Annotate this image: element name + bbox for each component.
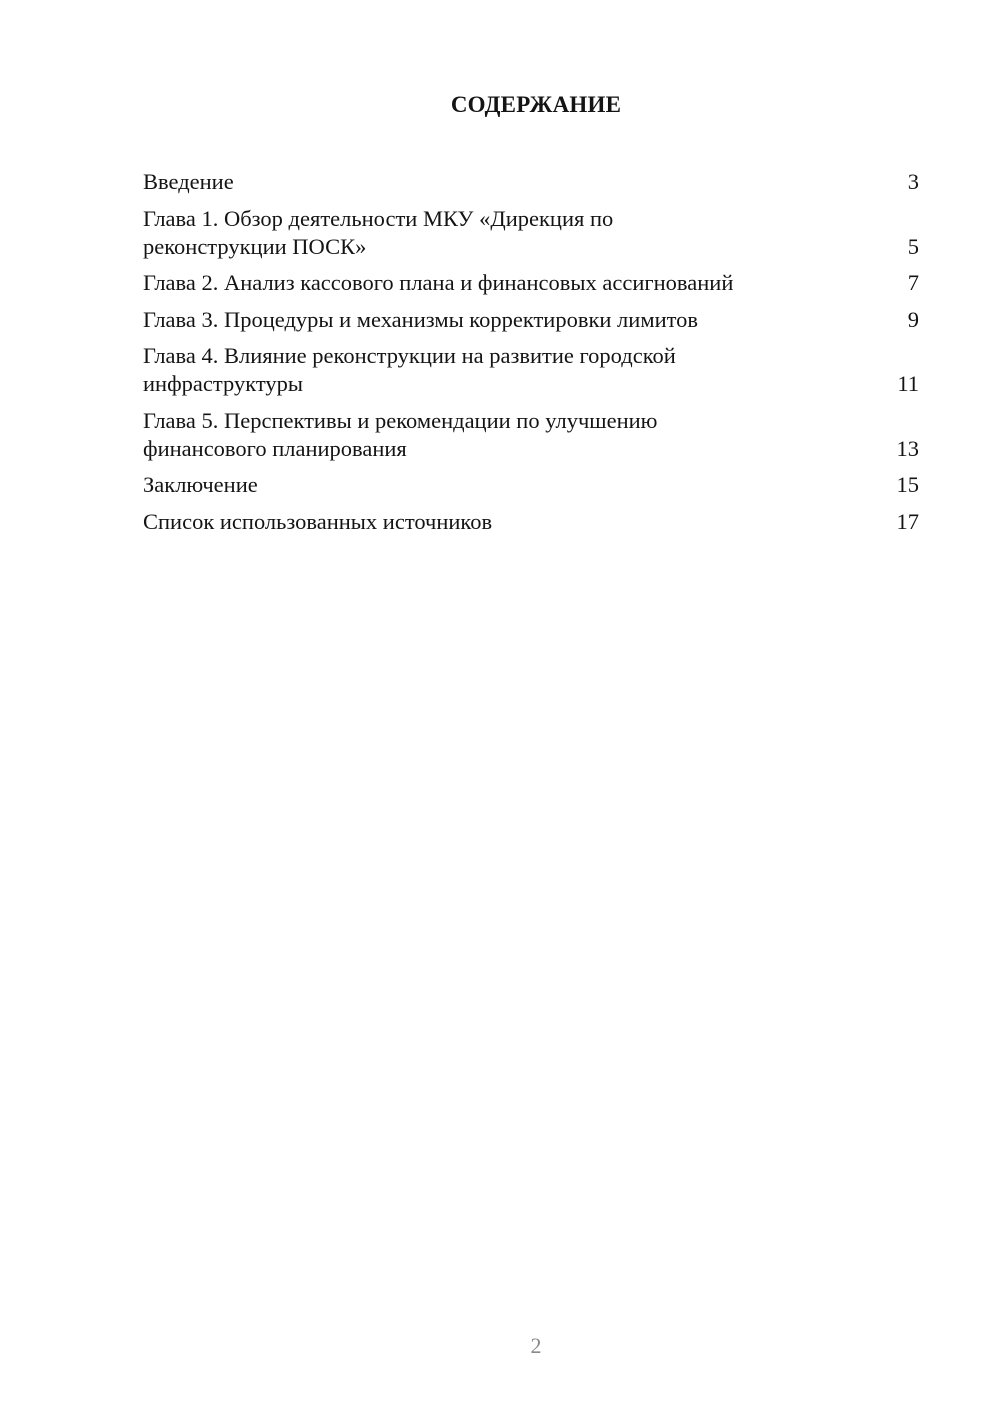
toc-entry-chapter-3 (143, 306, 919, 334)
toc-entry-text: Глава 2. Анализ кассового плана и финансовых ассигнований (143, 270, 734, 295)
toc-entry-text: Глава 5. Перспективы и рекомендации по улучшению финансового планирования (143, 407, 658, 461)
toc-entry-page: 5 (907, 233, 919, 259)
toc-entry-chapter-5 (143, 407, 919, 463)
toc-entry-introduction (143, 168, 919, 196)
page-number: 2 (530, 1333, 542, 1358)
toc-entry-page: 17 (896, 508, 919, 534)
toc-list (143, 168, 919, 544)
toc-entry-page: 7 (907, 270, 919, 295)
toc-title: СОДЕРЖАНИЕ (450, 92, 622, 117)
toc-entry-references (143, 508, 919, 536)
toc-entry-page: 11 (897, 371, 919, 396)
toc-entry-page: 15 (896, 472, 919, 497)
toc-entry-chapter-4 (143, 342, 919, 398)
toc-entry-text: Глава 1. Обзор деятельности МКУ «Дирекция по реконструкции ПОСК» (143, 205, 614, 259)
toc-entry-text: Глава 3. Процедуры и механизмы корректировки лимитов (143, 306, 699, 332)
toc-entry-conclusion (143, 471, 919, 499)
toc-entry-page: 3 (907, 169, 919, 194)
toc-entry-chapter-1 (143, 205, 919, 261)
toc-entry-text: Заключение (143, 472, 258, 497)
toc-entry-text: Введение (143, 169, 234, 194)
toc-entry-page: 13 (896, 435, 919, 461)
toc-entry-chapter-2 (143, 269, 919, 297)
toc-entry-text: Глава 4. Влияние реконструкции на развитие городской инфраструктуры (143, 343, 676, 396)
toc-entry-page: 9 (907, 306, 919, 332)
toc-entry-text: Список использованных источников (143, 508, 493, 534)
